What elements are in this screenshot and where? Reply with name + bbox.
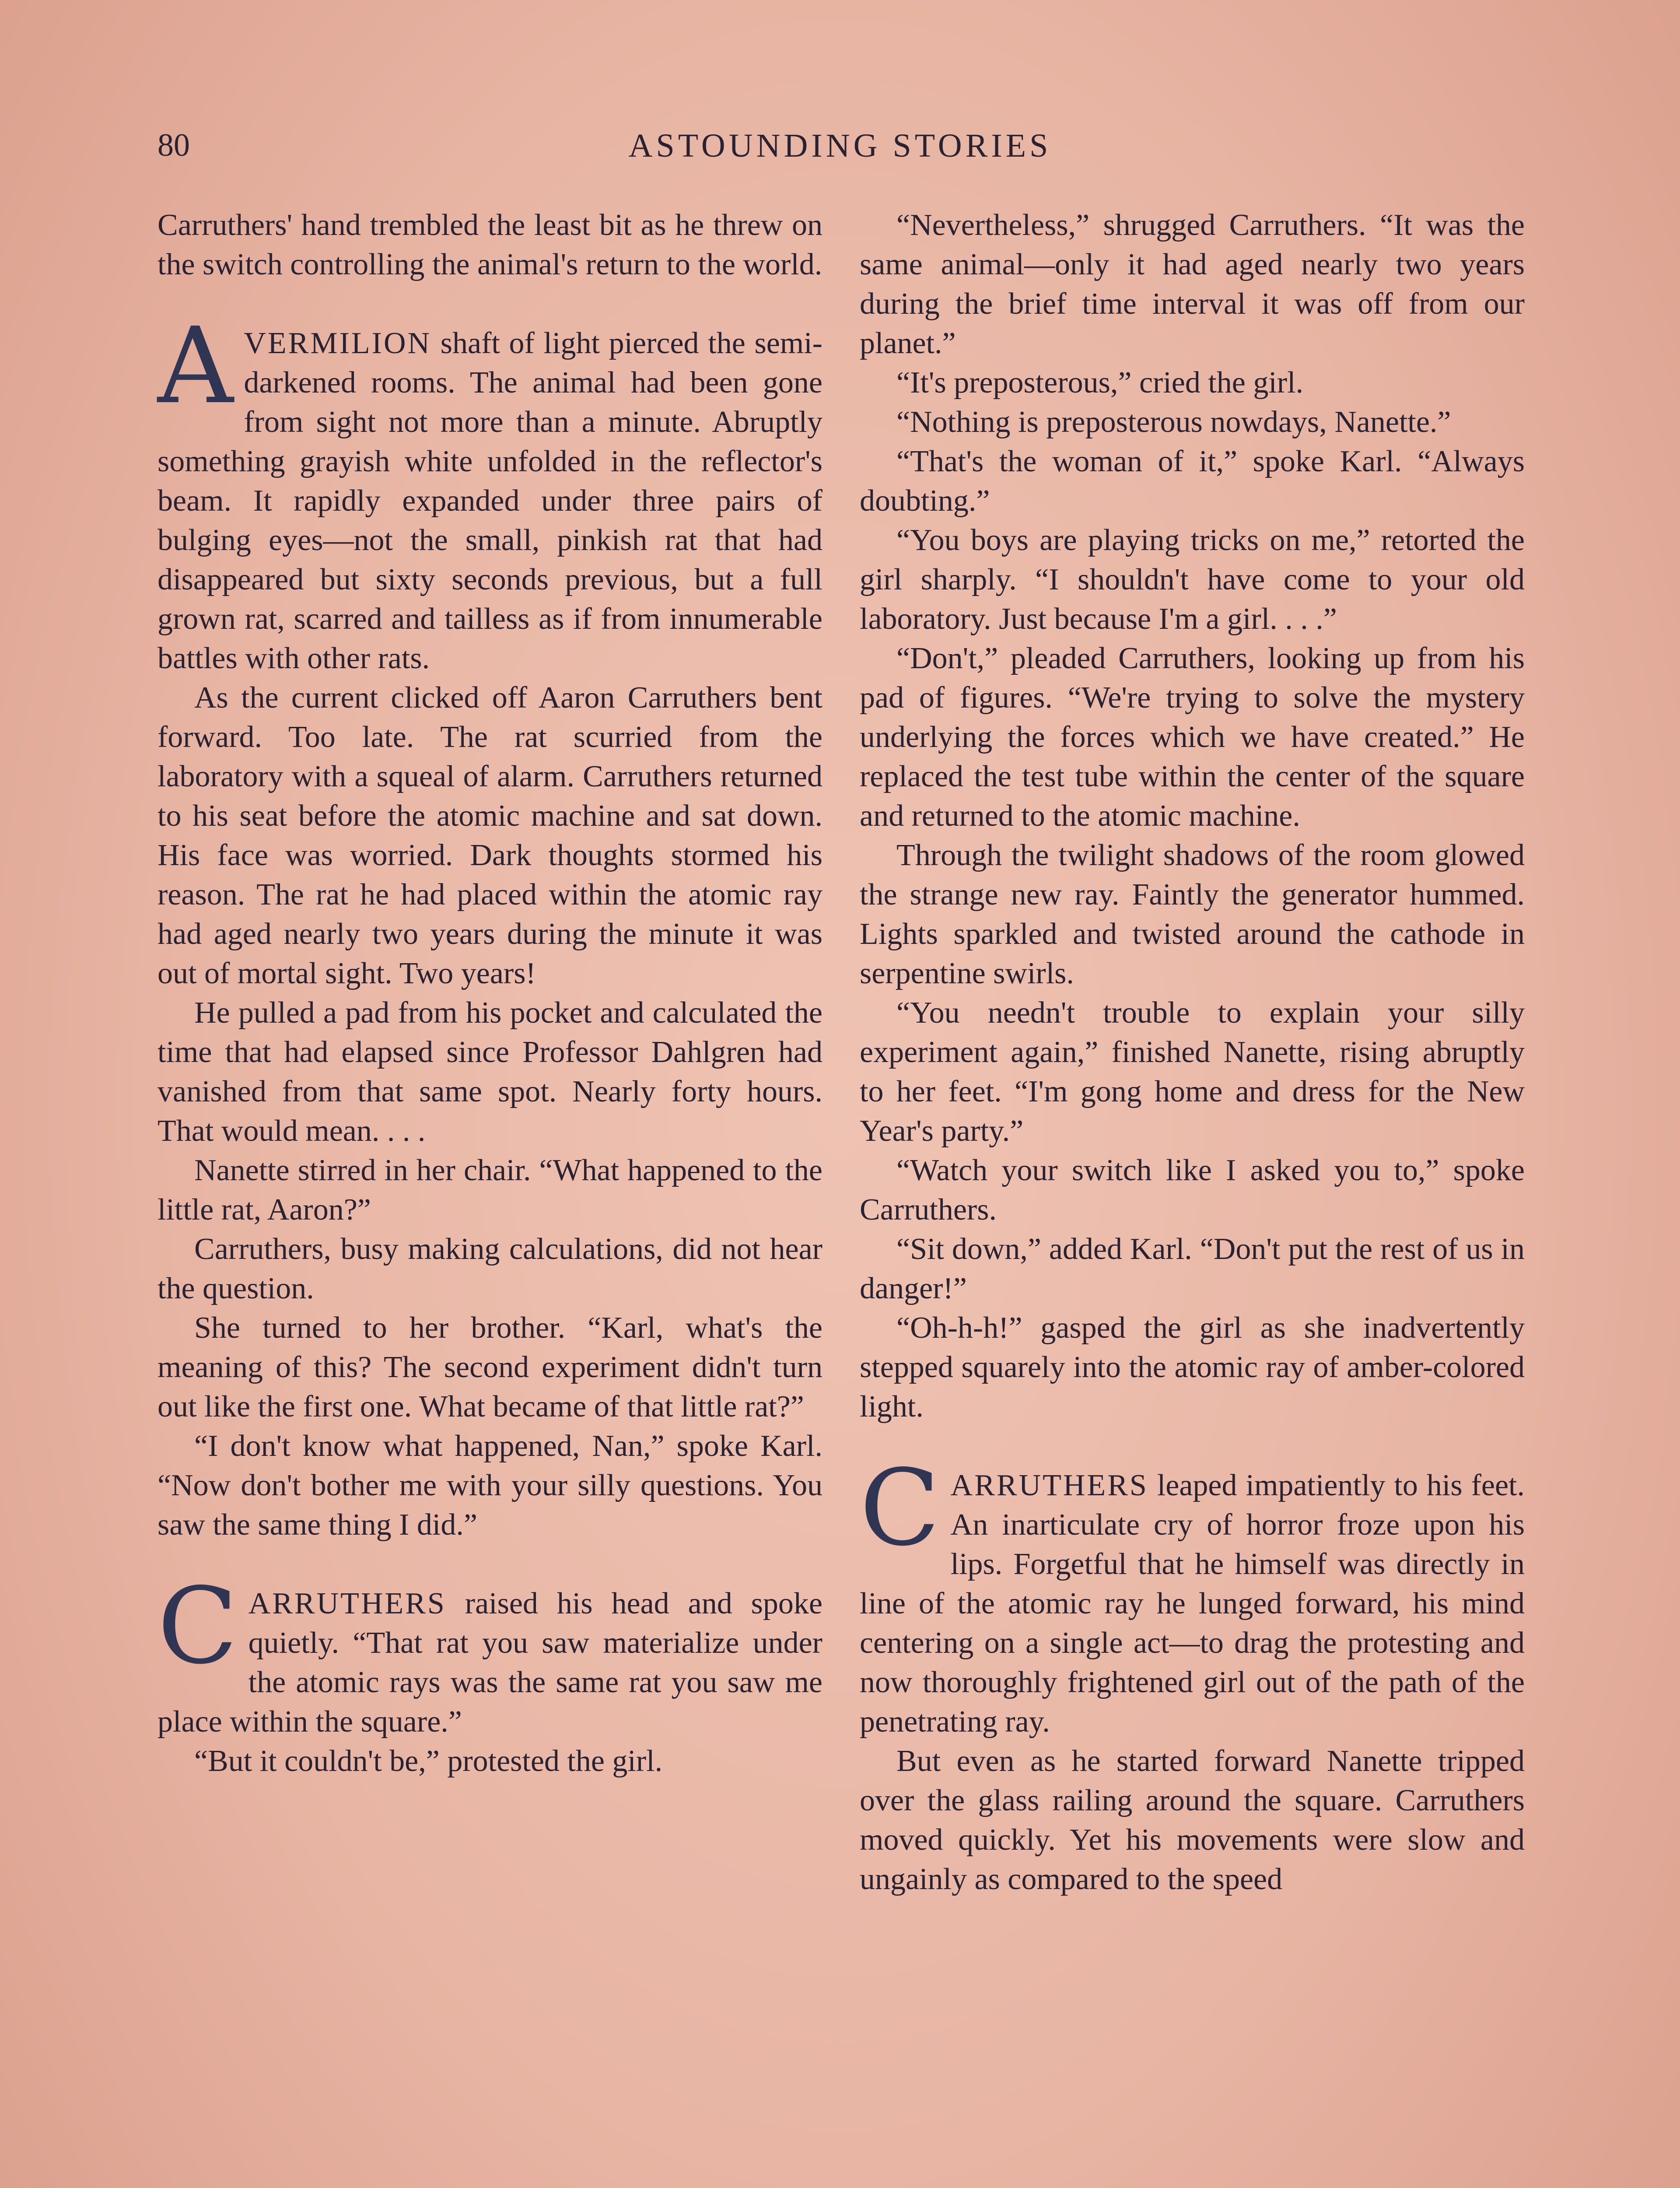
paragraph: “Watch your switch like I asked you to,” spoke Carruthers. [860, 1154, 1525, 1227]
paragraph: Carruthers' hand trembled the least bit as he threw on the switch controlling the animal's return to the world. [158, 208, 822, 281]
paragraph: “Nothing is preposterous nowdays, Nanette.” [896, 405, 1451, 439]
paragraph-dropcap [158, 1565, 822, 1742]
lead-word: ARRUTHERS [248, 1587, 446, 1620]
paragraph: “It's preposterous,” cried the girl. [896, 366, 1304, 400]
paragraph: “But it couldn't be,” protested the girl. [194, 1744, 663, 1778]
drop-cap: A [158, 305, 234, 427]
paragraph: Through the twilight shadows of the room glowed the strange new ray. Faintly the generator hummed. Lights sparkled and twisted around the cathode in serpentine swirls. [860, 838, 1525, 990]
paragraph-text: raised his head and spoke quietly. “That rat you saw materialize under the atomic rays was the same rat you saw me place within the square.” [158, 1587, 822, 1739]
lead-word: VERMILION [244, 326, 432, 360]
paragraph: She turned to her brother. “Karl, what's the meaning of this? The second experiment didn't turn out like the first one. What became of that little rat?” [158, 1311, 822, 1424]
paragraph-dropcap [860, 1447, 1525, 1742]
paragraph: But even as he started forward Nanette tripped over the glass railing around the square. Carruthers moved quickly. Yet his movements were slow and ungainly as compared to the speed [860, 1744, 1525, 1896]
drop-cap: C [158, 1565, 238, 1687]
paragraph-text: shaft of light pierced the semi-darkened rooms. The animal had been gone from sight not more than a minute. Abruptly something grayish white unfolded in the reflector's beam. It rapidly expanded under three pairs of bulging eyes—not the small, pinkish rat that had disappeared but sixty seconds previous, but a full grown rat, scarred and tailless as if from innumerable battles with other rats. [158, 326, 822, 675]
paragraph: “Don't,” pleaded Carruthers, looking up from his pad of figures. “We're trying to solve the mystery underlying the forces which we have created.” He replaced the test tube within the center of the square and returned to the atomic machine. [860, 642, 1525, 833]
paragraph: He pulled a pad from his pocket and calculated the time that had elapsed since Professor Dahlgren had vanished from that same spot. Nearly forty hours. That would mean. . . . [158, 996, 822, 1148]
drop-cap: C [860, 1447, 940, 1569]
left-column [158, 206, 822, 1781]
paragraph: As the current clicked off Aaron Carruthers bent forward. Too late. The rat scurried from the laboratory with a squeal of alarm. Carruthers returned to his seat before the atomic machine and sat down. His face was worried. Dark thoughts stormed his reason. The rat he had placed within the atomic ray had aged nearly two years during the minute it was out of mortal sight. Two years! [158, 681, 822, 990]
paragraph: “Nevertheless,” shrugged Carruthers. “It was the same animal—only it had aged nearly two years during the brief time interval it was off from our planet.” [860, 208, 1525, 360]
paragraph: “That's the woman of it,” spoke Karl. “Always doubting.” [860, 445, 1525, 518]
paragraph: “You boys are playing tricks on me,” retorted the girl sharply. “I shouldn't have come to your old laboratory. Just because I'm a girl. . . .” [860, 523, 1525, 636]
right-column [860, 206, 1525, 1899]
paragraph: Nanette stirred in her chair. “What happened to the little rat, Aaron?” [158, 1154, 822, 1227]
page-number: 80 [158, 127, 190, 163]
page-header [158, 127, 1522, 179]
paragraph: “I don't know what happened, Nan,” spoke Karl. “Now don't bother me with your silly questions. You saw the same thing I did.” [158, 1429, 822, 1542]
paragraph: “You needn't trouble to explain your silly experiment again,” finished Nanette, rising abruptly to her feet. “I'm gong home and dress for the New Year's party.” [860, 996, 1525, 1148]
paragraph: “Oh-h-h!” gasped the girl as she inadvertently stepped squarely into the atomic ray of amber-colored light. [860, 1311, 1525, 1424]
paragraph-text: leaped impatiently to his feet. An inarticulate cry of horror froze upon his lips. Forgetful that he himself was directly in line of the atomic ray he lunged forward, his mind centering on a single act—to drag the protesting and now thoroughly frightened girl out of the path of the penetrating ray. [860, 1469, 1525, 1739]
paragraph-dropcap [158, 305, 822, 678]
paragraph: “Sit down,” added Karl. “Don't put the rest of us in danger!” [860, 1232, 1525, 1305]
lead-word: ARRUTHERS [950, 1469, 1148, 1502]
magazine-title: ASTOUNDING STORIES [628, 127, 1052, 164]
paragraph: Carruthers, busy making calculations, did not hear the question. [158, 1232, 822, 1305]
